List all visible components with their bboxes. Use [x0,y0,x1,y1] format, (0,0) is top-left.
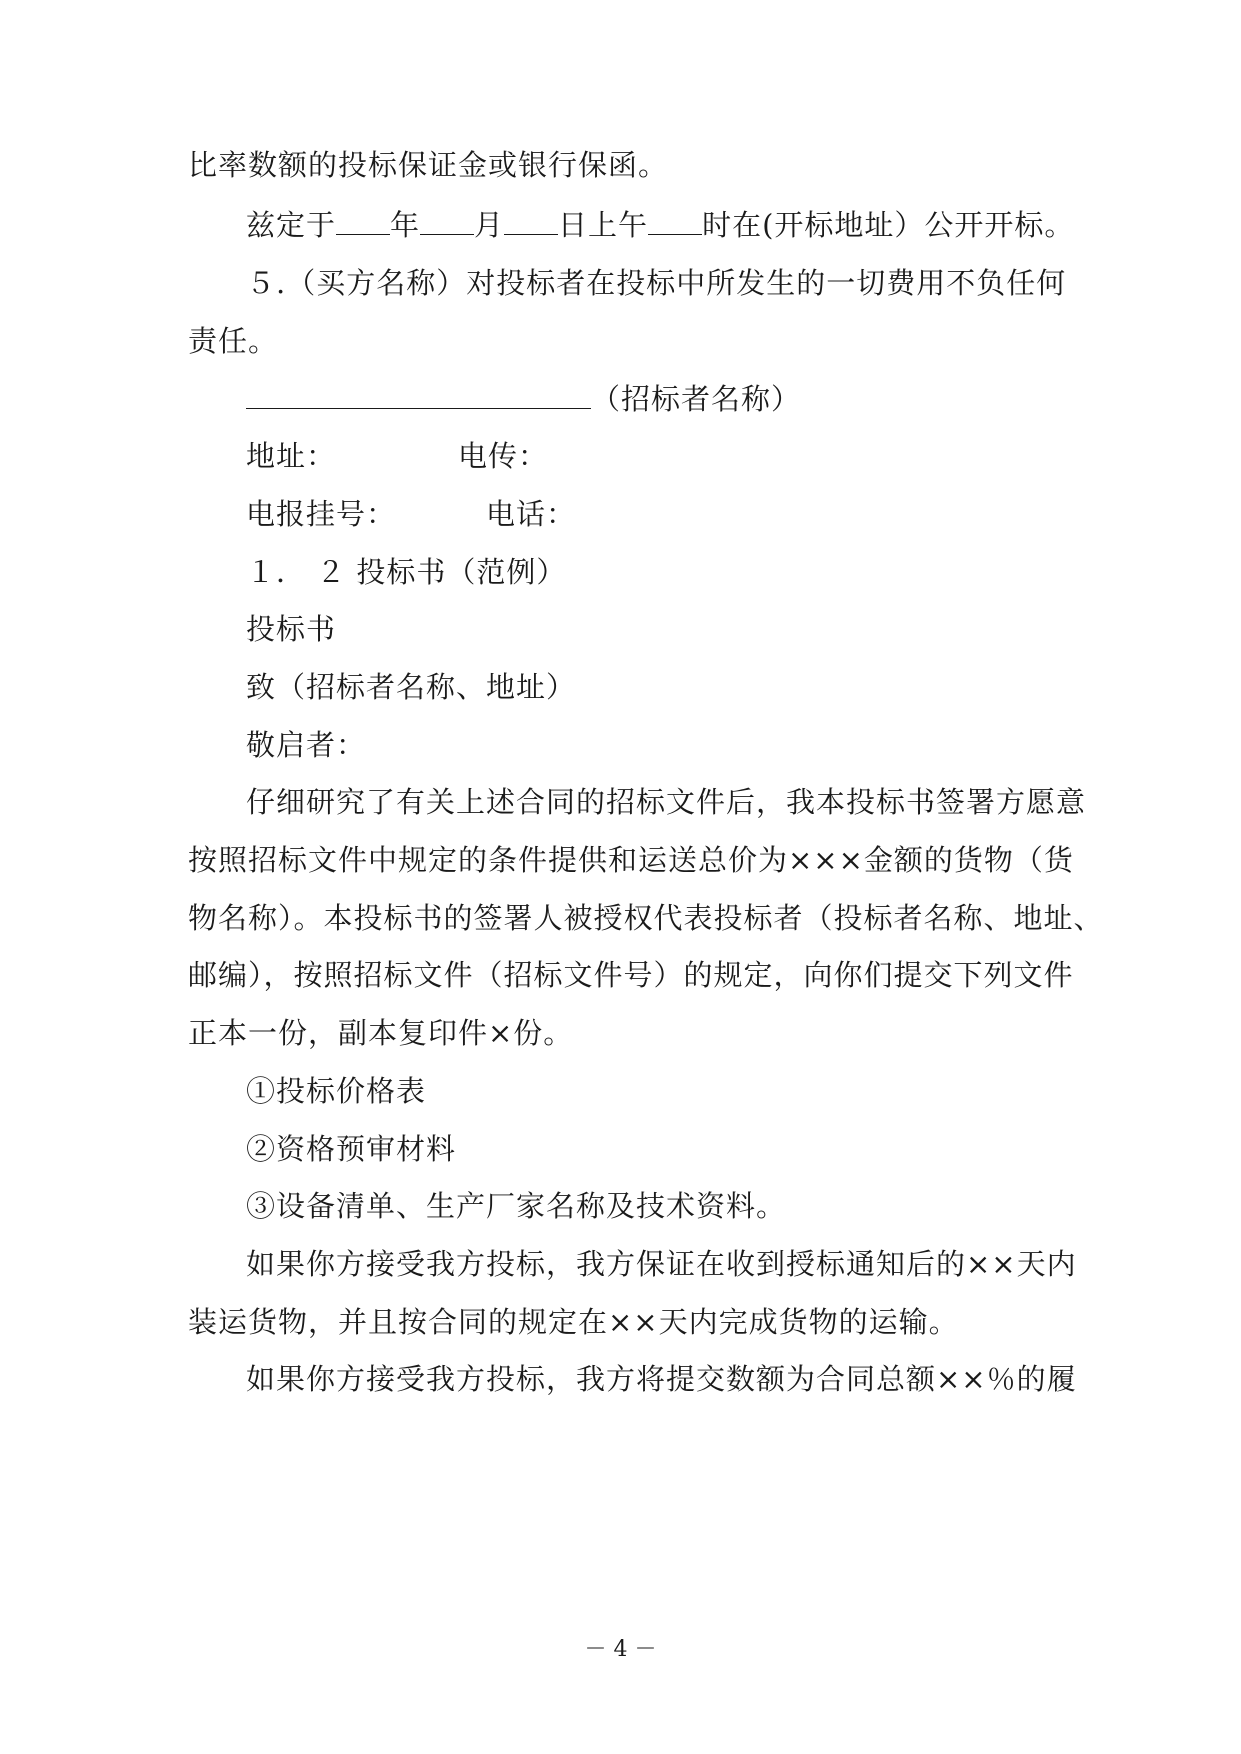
blank-day [504,204,558,235]
text-fragment: 年 [390,208,421,242]
list-item: ②资格预审材料 [246,1132,457,1166]
blank-year [336,204,390,235]
text-line: 邮编），按照招标文件（招标文件号）的规定，向你们提交下列文件 [188,958,1074,992]
text-line: 按照招标文件中规定的条件提供和运送总价为×××金额的货物（货 [188,843,1074,877]
section-heading: １． ２ 投标书（范例） [246,555,567,589]
text-line: 正本一份，副本复印件×份。 [188,1016,574,1050]
text-line: 如果你方接受我方投标，我方将提交数额为合同总额××％的履 [246,1362,1077,1396]
text-line: 致（招标者名称、地址） [246,670,577,704]
text-line-opening-date [246,204,1126,245]
address-label: 地址： [246,439,337,473]
text-line: 责任。 [188,324,279,358]
text-line: ５.（买方名称）对投标者在投标中所发生的一切费用不负任何 [246,266,1067,300]
text-line: 物名称）。本投标书的签署人被授权代表投标者（投标者名称、地址、 [188,901,1104,935]
text-fragment: 时在(开标地址）公开开标。 [702,208,1075,242]
phone-label: 电话： [486,497,577,531]
cable-label: 电报挂号： [246,497,397,531]
text-line: 敬启者： [246,728,367,762]
text-line-tenderer-name [246,378,1126,419]
blank-month [420,204,474,235]
text-line: 比率数额的投标保证金或银行保函。 [188,148,669,182]
text-line: 投标书 [246,612,337,646]
telex-label: 电传： [458,439,549,473]
text-line: 装运货物，并且按合同的规定在××天内完成货物的运输。 [188,1305,959,1339]
blank-hour [648,204,702,235]
text-fragment: 月 [474,208,505,242]
text-line-cable-phone [246,494,1126,534]
list-item: ③设备清单、生产厂家名称及技术资料。 [246,1189,787,1223]
text-line: 如果你方接受我方投标，我方保证在收到授标通知后的××天内 [246,1247,1077,1281]
text-fragment: 日上午 [558,208,649,242]
list-item: ①投标价格表 [246,1074,427,1108]
text-line: 仔细研究了有关上述合同的招标文件后，我本投标书签署方愿意 [246,785,1087,819]
text-fragment: 兹定于 [246,208,337,242]
text-line-address-telex [246,436,1126,476]
text-fragment: （招标者名称） [591,382,802,416]
page-number: － 4 － [584,1637,657,1662]
blank-tenderer-name [246,378,591,409]
